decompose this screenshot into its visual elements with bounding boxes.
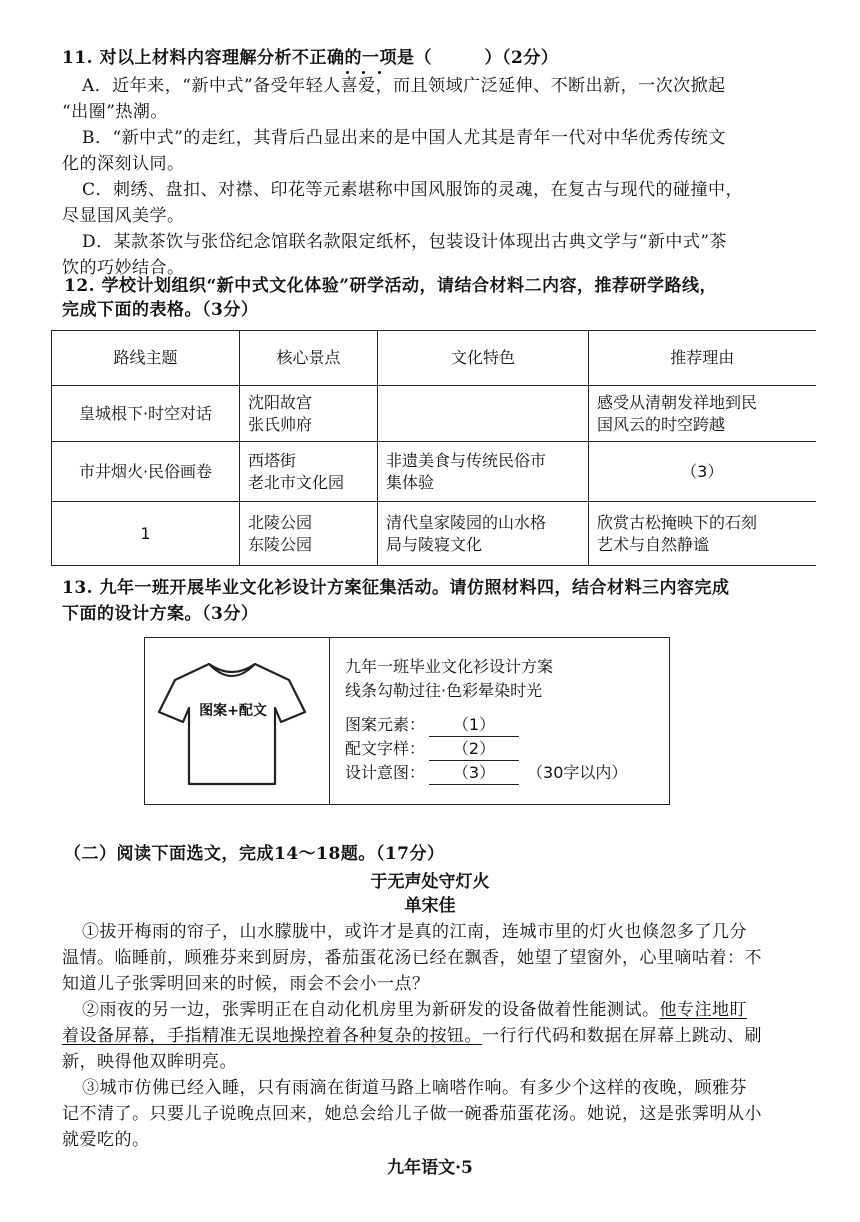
table-row — [52, 386, 816, 442]
field-pattern — [345, 714, 519, 737]
q11-stem: 11. 对以上材料内容理解分析不正确的一项是（ ）（2分） — [62, 48, 559, 68]
header-feature: 文化特色 — [378, 331, 589, 386]
paragraph-3: ③城市仿佛已经入睡，只有雨滴在街道马路上嘀嗒作响。有多少个这样的夜晚，顾雅芬 — [82, 1078, 747, 1098]
reason-text: 艺术与自然静谧 — [597, 534, 710, 554]
feature-text: 集体验 — [386, 472, 435, 492]
article-title: 于无声处守灯火 — [370, 872, 490, 892]
spot-name: 北陵公园 — [248, 512, 313, 532]
reason-text: 感受从清朝发祥地到民 — [597, 392, 758, 412]
q11-option-a: A．近年来，“新中式”备受年轻人喜爱，而且领域广泛延伸、不断出新，一次次掀起 — [82, 76, 726, 96]
underlined-sentence: 着设备屏幕，手指精准无误地操控着各种复杂的按钮。 — [62, 1026, 482, 1046]
cell-spots — [240, 442, 378, 502]
field-intent — [345, 762, 627, 785]
q11-option-b: B．“新中式”的走红，其背后凸显出来的是中国人尤其是青年一代对中华优秀传统文 — [82, 128, 726, 148]
q13-stem-cont: 下面的设计方案。（3分） — [62, 604, 259, 624]
cell-reason — [589, 502, 816, 566]
cell-reason — [589, 386, 816, 442]
q11-option-c-cont: 尽显国风美学。 — [62, 206, 185, 226]
header-reason: 推荐理由 — [589, 331, 816, 386]
paragraph-1-cont: 温情。临睡前，顾雅芬来到厨房，番茄蛋花汤已经在飘香，她望了望窗外，心里嘀咕着：不 — [62, 948, 762, 968]
field-label: 设计意图： — [345, 763, 426, 782]
feature-text: 清代皇家陵园的山水格 — [386, 512, 547, 532]
article-author: 单宋佳 — [404, 896, 456, 916]
q11-option-c: C．刺绣、盘扣、对襟、印花等元素堪称中国风服饰的灵魂，在复古与现代的碰撞中， — [82, 180, 744, 200]
answer-blank-label: （3） — [681, 461, 724, 481]
paragraph-2 — [62, 998, 812, 1022]
design-slogan: 线条勾勒过往·色彩晕染时光 — [345, 681, 543, 700]
reason-text: 欣赏古松掩映下的石刻 — [597, 512, 758, 532]
paragraph-text: 一行行代码和数据在屏幕上跳动、刷 — [482, 1026, 762, 1046]
route-table — [51, 330, 816, 566]
paragraph-3-cont: 记不清了。只要儿子说晚点回来，她总会给儿子做一碗番茄蛋花汤。她说，这是张霁明从小 — [62, 1104, 762, 1124]
paragraph-2-cont: 新，映得他双眸明亮。 — [62, 1052, 237, 1072]
cell-feature-blank — [378, 386, 589, 442]
cell-theme: 皇城根下·时空对话 — [52, 386, 240, 442]
design-title: 九年一班毕业文化衫设计方案 — [345, 657, 554, 676]
design-plan-box — [144, 637, 670, 805]
q12-stem-cont: 完成下面的表格。（3分） — [62, 300, 259, 320]
cell-spots — [240, 386, 378, 442]
spot-name: 东陵公园 — [248, 534, 313, 554]
q13-stem: 13. 九年一班开展毕业文化衫设计方案征集活动。请仿照材料四，结合材料三内容完成 — [62, 578, 730, 598]
cell-theme-blank: 1 — [52, 502, 240, 566]
field-label: 图案元素： — [345, 715, 426, 734]
answer-blank: （3） — [429, 762, 519, 785]
header-spots: 核心景点 — [240, 331, 378, 386]
paragraph-3-cont: 就爱吃的。 — [62, 1130, 150, 1150]
reason-text: 国风云的时空跨越 — [597, 414, 726, 434]
tshirt-icon — [157, 658, 307, 788]
q11-option-a-cont: “出圈”热潮。 — [62, 102, 168, 122]
feature-text: 非遗美食与传统民俗市 — [386, 450, 547, 470]
cell-feature — [378, 442, 589, 502]
paragraph-1-cont: 知道儿子张霁明回来的时候，雨会不会小一点？ — [62, 974, 430, 994]
q12-stem: 12. 学校计划组织“新中式文化体验”研学活动，请结合材料二内容，推荐研学路线， — [64, 276, 718, 296]
paragraph-2-cont — [62, 1024, 812, 1048]
table-header-row — [52, 331, 816, 386]
table-row — [52, 502, 816, 566]
spot-name: 老北市文化园 — [248, 472, 345, 492]
field-text — [345, 738, 519, 761]
paragraph-text: ②雨夜的另一边，张霁明正在自动化机房里为新研发的设备做着性能测试。 — [82, 1000, 660, 1020]
field-label: 配文字样： — [345, 739, 426, 758]
cell-reason-blank — [589, 442, 816, 502]
spot-name: 西塔街 — [248, 450, 297, 470]
cell-theme: 市井烟火·民俗画卷 — [52, 442, 240, 502]
answer-blank: （2） — [429, 738, 519, 761]
section-heading: （二）阅读下面选文，完成14～18题。（17分） — [64, 844, 445, 864]
answer-blank: （1） — [429, 714, 519, 737]
q11-option-d: D．某款茶饮与张岱纪念馆联名款限定纸杯，包装设计体现出古典文学与“新中式”茶 — [82, 232, 728, 252]
header-theme: 路线主题 — [52, 331, 240, 386]
tshirt-label: 图案+配文 — [199, 703, 267, 719]
q11-option-d-cont: 饮的巧妙结合。 — [62, 258, 185, 278]
spot-name: 沈阳故宫 — [248, 392, 313, 412]
box-divider — [329, 638, 330, 804]
q11-option-b-cont: 化的深刻认同。 — [62, 154, 185, 174]
paragraph-1: ①拔开梅雨的帘子，山水朦胧中，或许才是真的江南，连城市里的灯火也倏忽多了几分 — [82, 922, 747, 942]
table-row — [52, 442, 816, 502]
word-limit: （30字以内） — [527, 763, 628, 782]
cell-spots — [240, 502, 378, 566]
cell-feature — [378, 502, 589, 566]
spot-name: 张氏帅府 — [248, 414, 313, 434]
page-footer: 九年语文·5 — [387, 1158, 473, 1178]
underlined-sentence: 他专注地盯 — [659, 1000, 747, 1020]
feature-text: 局与陵寝文化 — [386, 534, 483, 554]
